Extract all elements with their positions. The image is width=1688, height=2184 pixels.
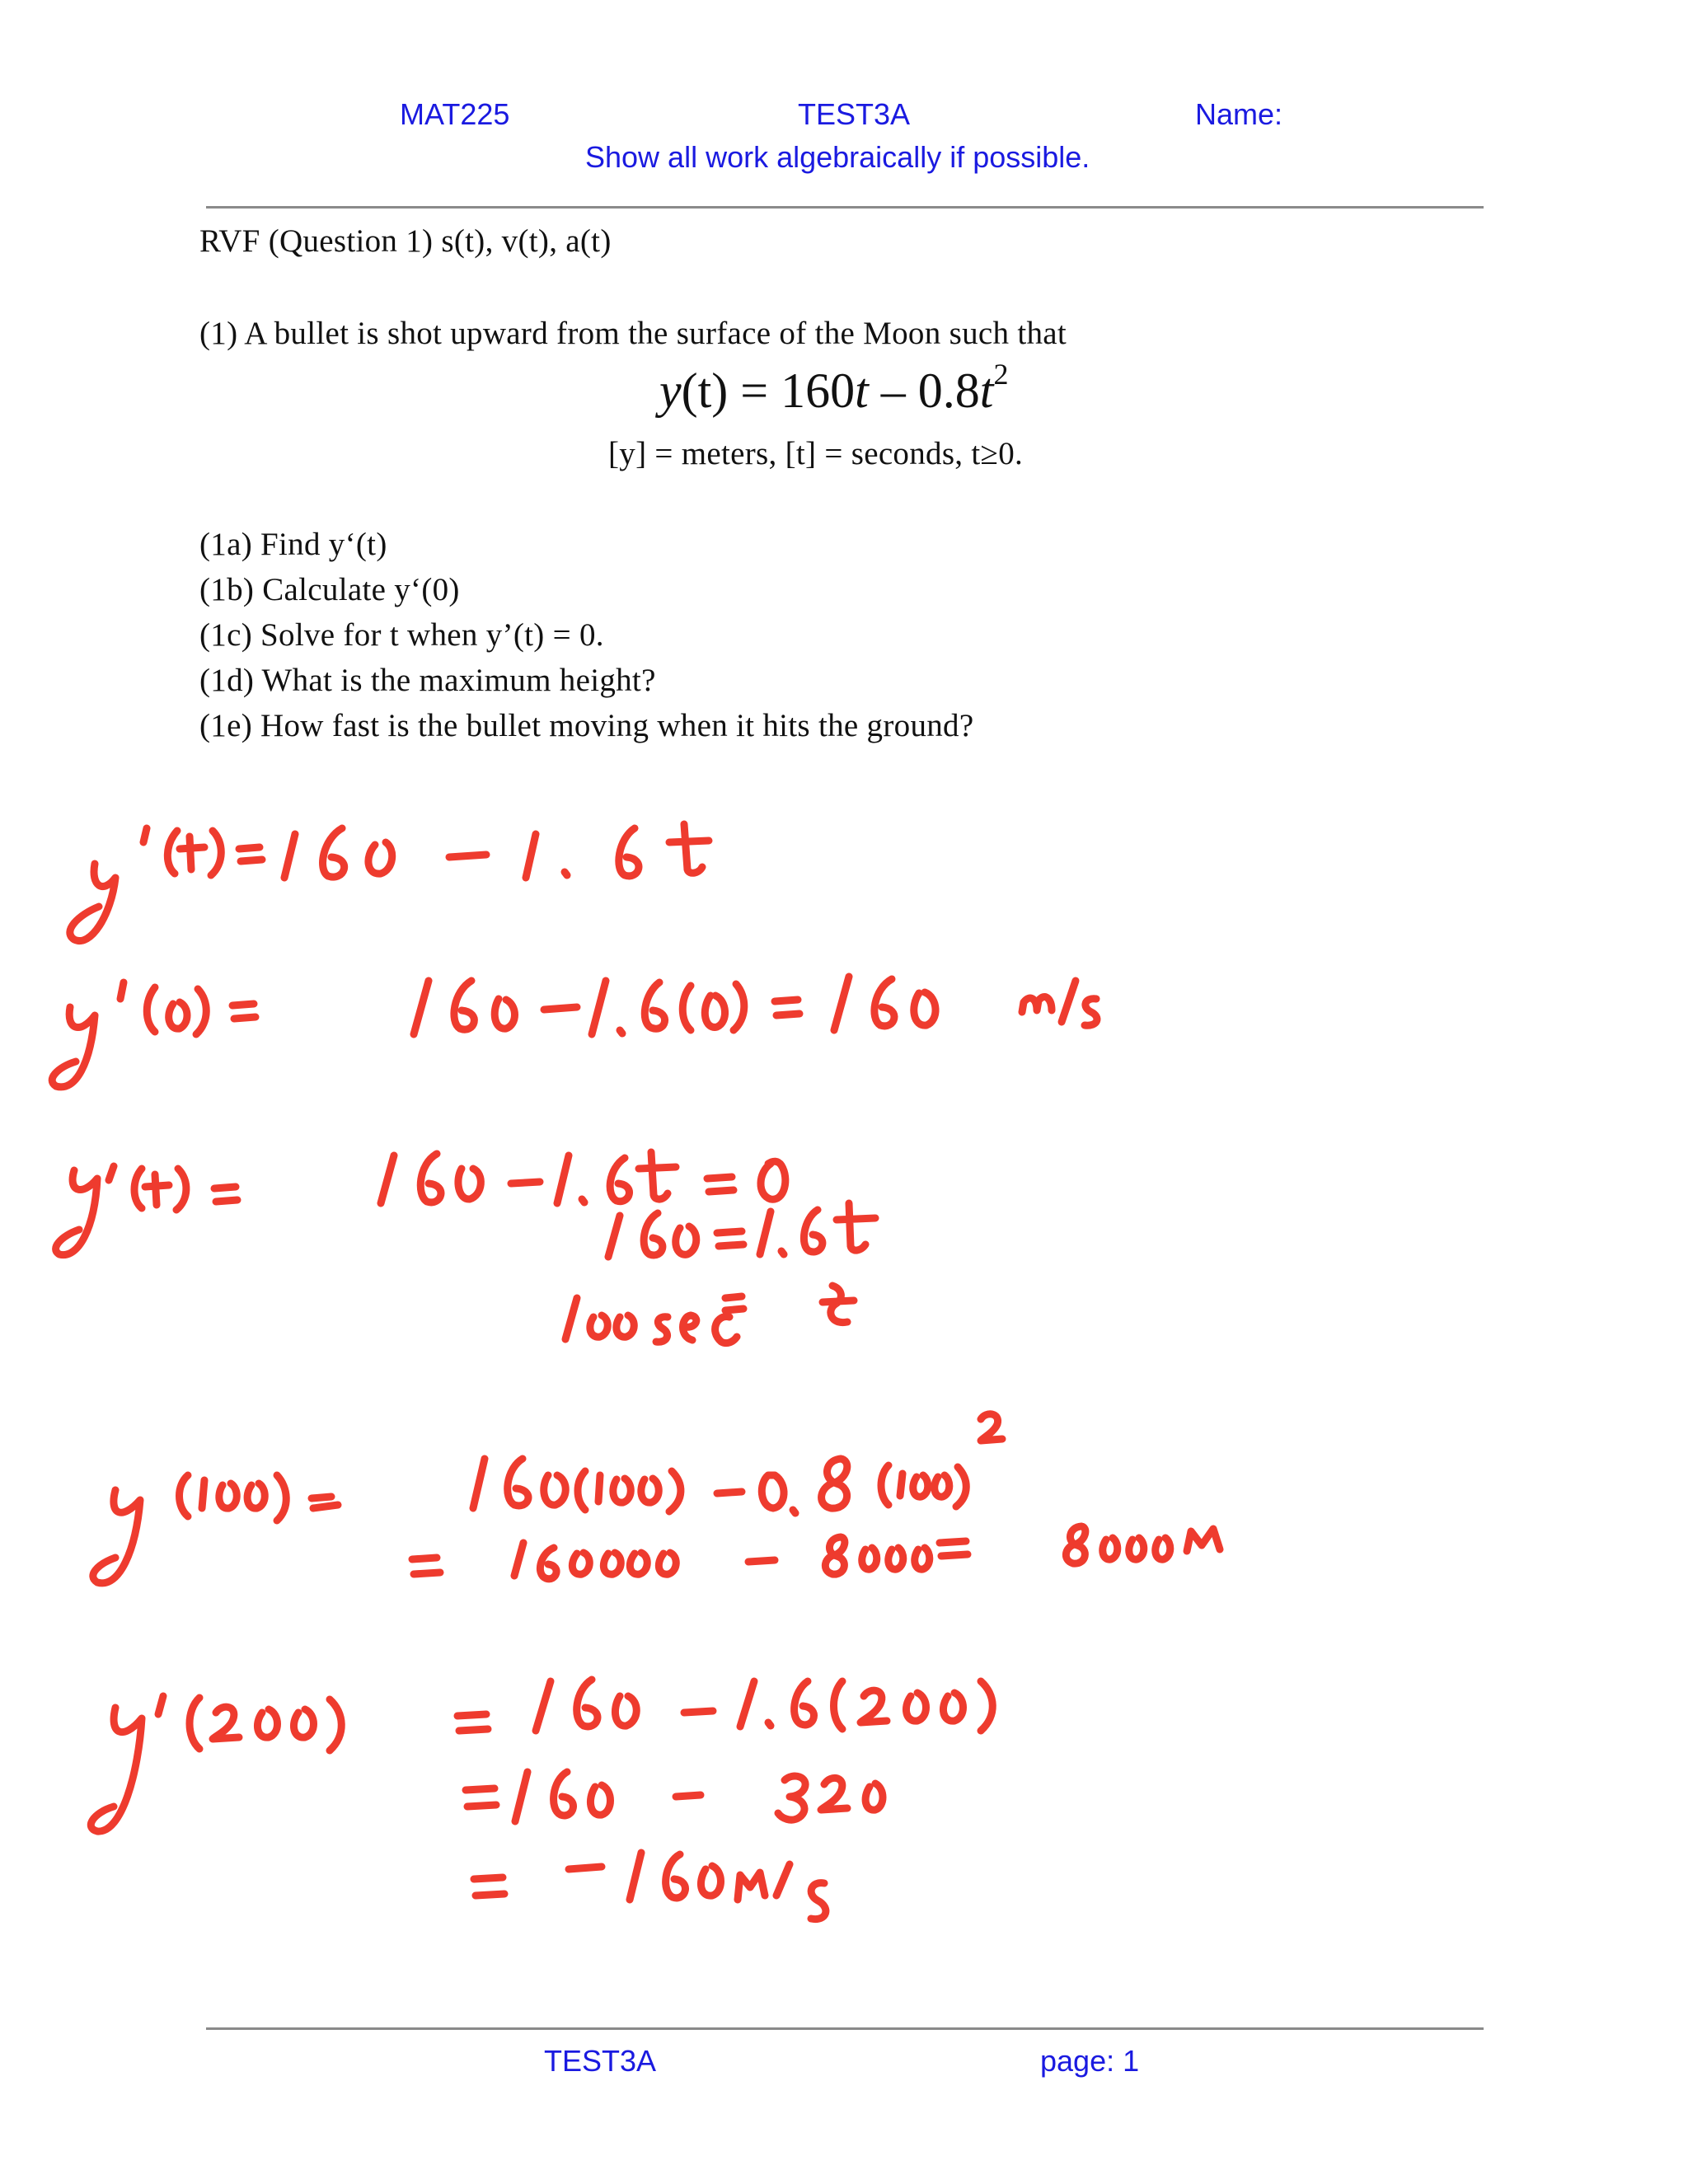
work-line-6 — [93, 1414, 1002, 1583]
work-line-2 — [52, 977, 1097, 1087]
part-1a: (1a) Find y‘(t) — [199, 527, 387, 562]
page-number: page: 1 — [1040, 2044, 1140, 2078]
eq-t2: t — [979, 363, 994, 418]
eq-minus: – 0.8 — [868, 363, 980, 418]
section-title: RVF (Question 1) s(t), v(t), a(t) — [199, 223, 612, 259]
course-code: MAT225 — [400, 97, 510, 131]
eq-equals: = 160 — [728, 363, 856, 418]
footer-test-name: TEST3A — [544, 2044, 657, 2078]
work-line-4 — [608, 1203, 875, 1257]
work-line-9 — [466, 1772, 883, 1821]
units-note: [y] = meters, [t] = seconds, t≥0. — [608, 436, 1024, 471]
work-line-10 — [474, 1853, 826, 1919]
eq-lhs-arg: (t) — [681, 363, 729, 418]
part-1d: (1d) What is the maximum height? — [199, 663, 656, 698]
test-name: TEST3A — [798, 97, 911, 131]
part-1e: (1e) How fast is the bullet moving when it hits the ground? — [199, 708, 974, 743]
work-line-7 — [412, 1526, 1220, 1579]
eq-exponent: 2 — [993, 358, 1009, 391]
part-1b: (1b) Calculate y‘(0) — [199, 572, 460, 607]
name-label: Name: — [1195, 97, 1283, 131]
problem-intro: (1) A bullet is shot upward from the surface of the Moon such that — [199, 316, 1067, 351]
instruction-text: Show all work algebraically if possible. — [585, 140, 1090, 174]
footer-divider — [206, 2027, 1484, 2030]
work-line-1 — [70, 824, 709, 941]
eq-lhs-var: y — [659, 363, 682, 418]
work-line-5 — [565, 1286, 854, 1343]
eq-t1: t — [855, 363, 869, 418]
work-line-8 — [91, 1680, 992, 1831]
part-1c: (1c) Solve for t when y’(t) = 0. — [199, 617, 604, 653]
